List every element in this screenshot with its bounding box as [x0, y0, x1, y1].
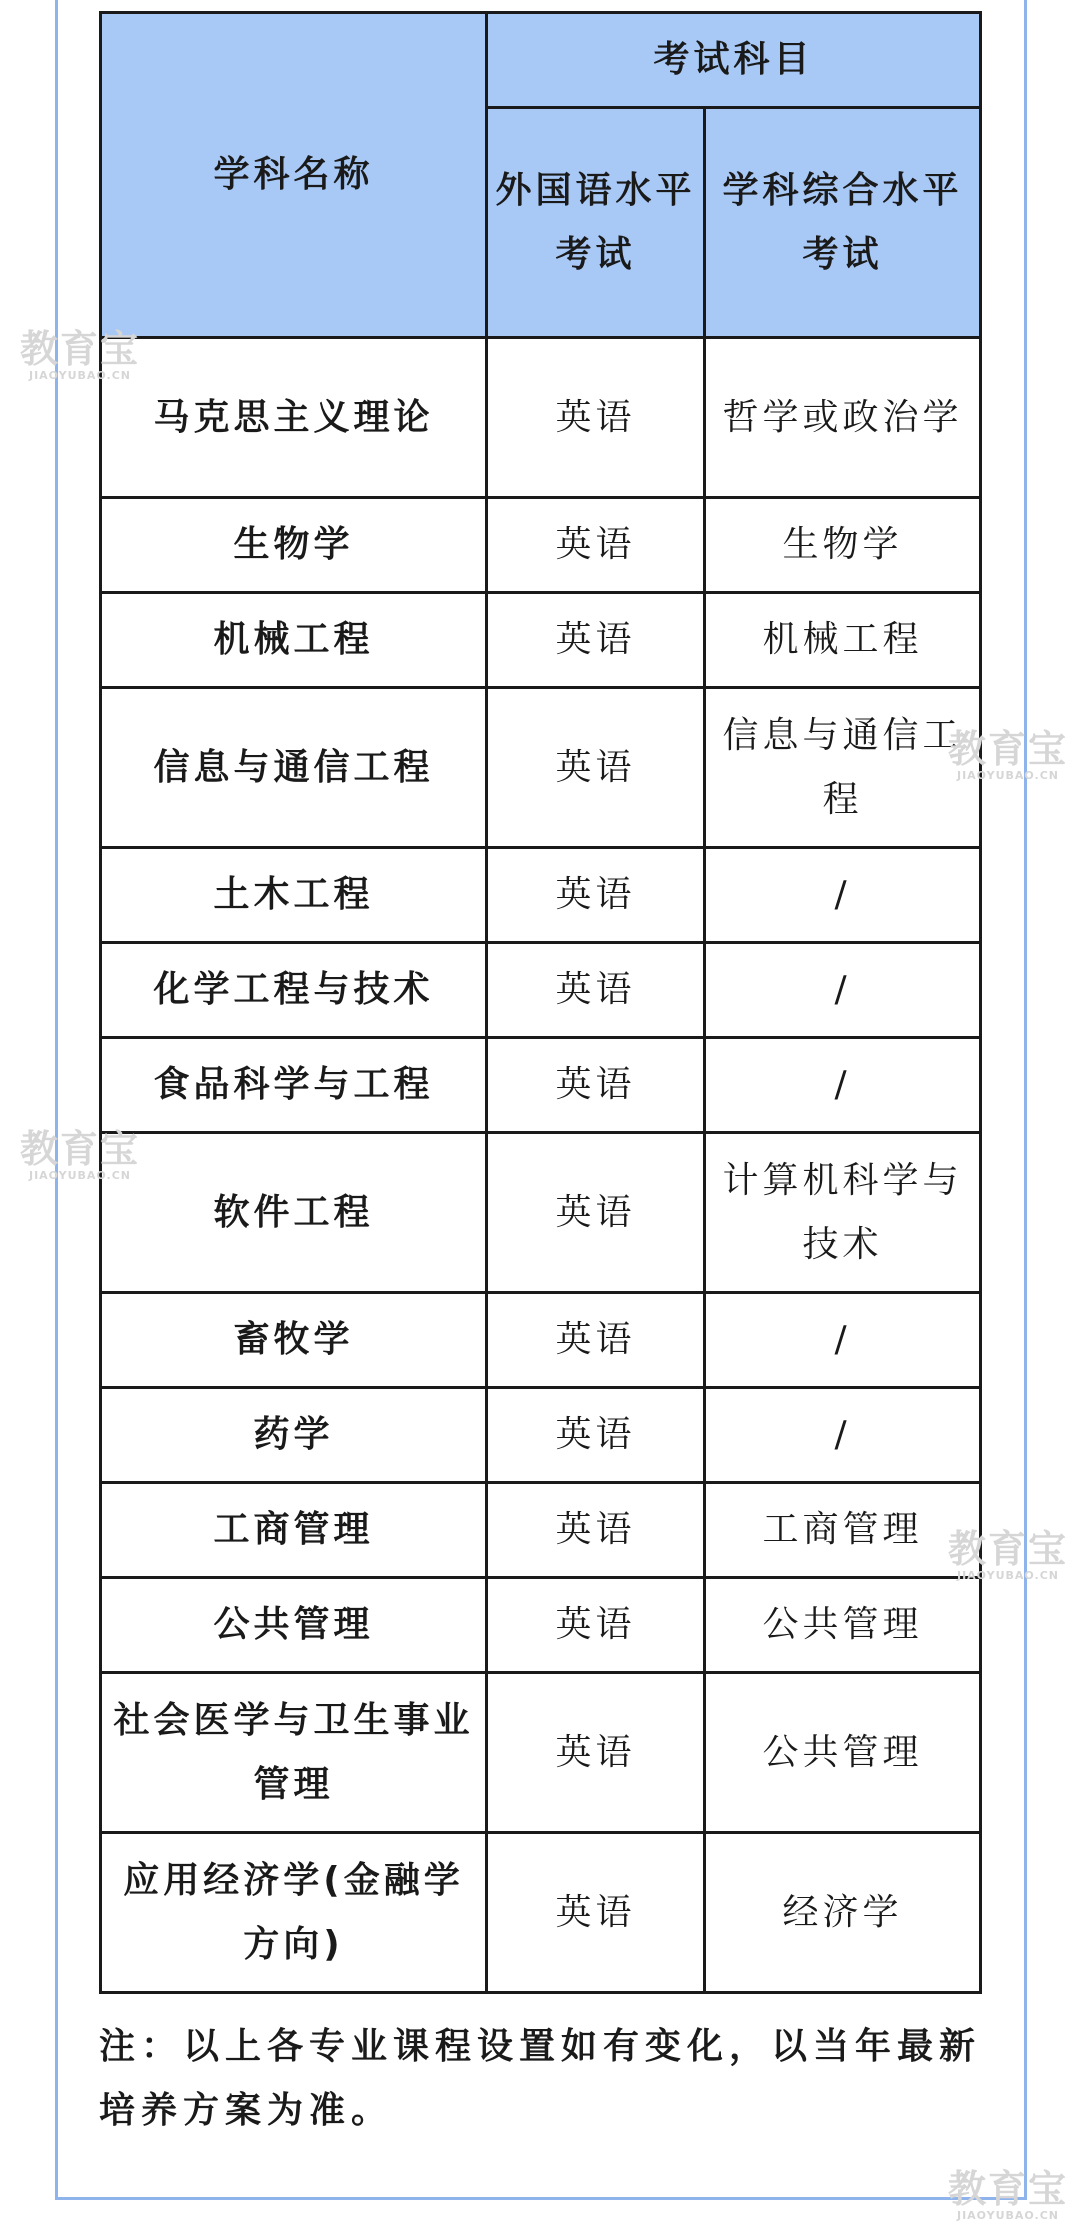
- subject-name-cell: 化学工程与技术: [101, 943, 487, 1038]
- header-exam-subjects: 考试科目: [487, 13, 981, 108]
- comprehensive-exam-cell: 工商管理: [705, 1483, 981, 1578]
- subject-name-cell: 马克思主义理论: [101, 338, 487, 498]
- table-row: [101, 593, 981, 688]
- table-row: [101, 1038, 981, 1133]
- table-row: [101, 1833, 981, 1993]
- table-row: [101, 338, 981, 498]
- table-row: [101, 1578, 981, 1673]
- watermark-main: 教育宝: [948, 727, 1069, 771]
- frame-bottom-border: [55, 2197, 1027, 2200]
- comprehensive-exam-cell: 生物学: [705, 498, 981, 593]
- foreign-language-cell: 英语: [487, 1038, 705, 1133]
- frame-right-border: [1024, 0, 1027, 2200]
- footnote: 注：以上各专业课程设置如有变化，以当年最新培养方案为准。: [99, 2026, 982, 2131]
- foreign-language-cell: 英语: [487, 338, 705, 498]
- subject-name-cell: 社会医学与卫生事业管理: [101, 1673, 487, 1833]
- comprehensive-exam-cell: /: [705, 1038, 981, 1133]
- subject-name-cell: 应用经济学(金融学方向): [101, 1833, 487, 1993]
- subject-name-cell: 软件工程: [101, 1133, 487, 1293]
- subject-name-cell: 生物学: [101, 498, 487, 593]
- header-subject-name: 学科名称: [101, 13, 487, 338]
- header-comprehensive: 学科综合水平考试: [705, 108, 981, 338]
- table-row: [101, 1133, 981, 1293]
- foreign-language-cell: 英语: [487, 1483, 705, 1578]
- foreign-language-cell: 英语: [487, 1133, 705, 1293]
- watermark-logo: [948, 1527, 1069, 1582]
- comprehensive-exam-cell: 计算机科学与技术: [705, 1133, 981, 1293]
- foreign-language-cell: 英语: [487, 943, 705, 1038]
- foreign-language-cell: 英语: [487, 1578, 705, 1673]
- watermark-main: 教育宝: [20, 1127, 141, 1171]
- subject-name-cell: 畜牧学: [101, 1293, 487, 1388]
- exam-subjects-table: [99, 11, 982, 1994]
- comprehensive-exam-cell: /: [705, 943, 981, 1038]
- watermark-main: 教育宝: [948, 2167, 1069, 2211]
- watermark-sub: JIAOYUBAO.CN: [956, 2209, 1060, 2222]
- comprehensive-exam-cell: /: [705, 1293, 981, 1388]
- foreign-language-cell: 英语: [487, 1833, 705, 1993]
- table-row: [101, 688, 981, 848]
- comprehensive-exam-cell: 机械工程: [705, 593, 981, 688]
- watermark-logo: [20, 1127, 141, 1182]
- comprehensive-exam-cell: 信息与通信工程: [705, 688, 981, 848]
- subject-name-cell: 公共管理: [101, 1578, 487, 1673]
- table-row: [101, 498, 981, 593]
- foreign-language-cell: 英语: [487, 848, 705, 943]
- watermark-sub: JIAOYUBAO.CN: [28, 1169, 132, 1182]
- subject-name-cell: 工商管理: [101, 1483, 487, 1578]
- comprehensive-exam-cell: /: [705, 1388, 981, 1483]
- comprehensive-exam-cell: /: [705, 848, 981, 943]
- comprehensive-exam-cell: 经济学: [705, 1833, 981, 1993]
- foreign-language-cell: 英语: [487, 688, 705, 848]
- foreign-language-cell: 英语: [487, 1388, 705, 1483]
- table-row: [101, 943, 981, 1038]
- header-foreign-language: 外国语水平考试: [487, 108, 705, 338]
- subject-name-cell: 机械工程: [101, 593, 487, 688]
- subject-name-cell: 食品科学与工程: [101, 1038, 487, 1133]
- watermark-logo: [20, 327, 141, 382]
- foreign-language-cell: 英语: [487, 1293, 705, 1388]
- table-row: [101, 1388, 981, 1483]
- subject-name-cell: 土木工程: [101, 848, 487, 943]
- watermark-sub: JIAOYUBAO.CN: [956, 769, 1060, 782]
- comprehensive-exam-cell: 哲学或政治学: [705, 338, 981, 498]
- table-row: [101, 848, 981, 943]
- watermark-sub: JIAOYUBAO.CN: [28, 369, 132, 382]
- watermark-logo: [948, 727, 1069, 782]
- table-row: [101, 1293, 981, 1388]
- subject-name-cell: 信息与通信工程: [101, 688, 487, 848]
- table-row: [101, 1483, 981, 1578]
- watermark-main: 教育宝: [948, 1527, 1069, 1571]
- foreign-language-cell: 英语: [487, 1673, 705, 1833]
- comprehensive-exam-cell: 公共管理: [705, 1673, 981, 1833]
- table-row: [101, 1673, 981, 1833]
- watermark-main: 教育宝: [20, 327, 141, 371]
- watermark-sub: JIAOYUBAO.CN: [956, 1569, 1060, 1582]
- comprehensive-exam-cell: 公共管理: [705, 1578, 981, 1673]
- watermark-logo: [948, 2167, 1069, 2222]
- subject-name-cell: 药学: [101, 1388, 487, 1483]
- foreign-language-cell: 英语: [487, 593, 705, 688]
- foreign-language-cell: 英语: [487, 498, 705, 593]
